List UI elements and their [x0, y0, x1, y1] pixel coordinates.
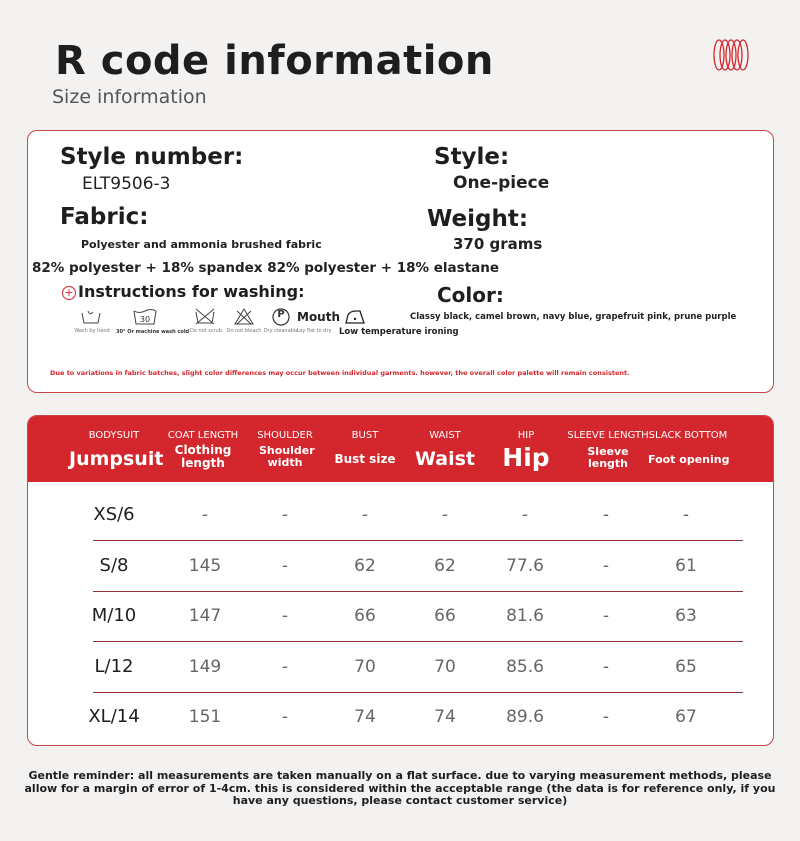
low-temp-iron-icon: [344, 309, 366, 325]
table-cell: 74: [354, 707, 376, 727]
table-cell: 147: [188, 606, 222, 626]
color-options: Classy black, camel brown, navy blue, grapefruit pink, prune purple: [410, 312, 737, 322]
table-cell: 145: [188, 555, 222, 576]
table-cell: 66: [434, 606, 456, 626]
product-info-card: [27, 130, 774, 393]
fabric-label: Fabric:: [60, 204, 149, 230]
color-label: Color:: [437, 283, 504, 307]
page-subtitle: Size information: [52, 86, 207, 108]
table-cell: -: [281, 555, 289, 576]
col-shoulder: SHOULDER Shoulder width: [257, 430, 315, 469]
table-cell: 89.6: [506, 707, 544, 727]
table-cell: -: [281, 707, 289, 727]
brand-rings-icon: [712, 38, 750, 72]
col-slack-bottom: SLACK BOTTOM Foot opening: [648, 430, 730, 466]
table-cell: -: [602, 505, 610, 525]
style-label: Style:: [434, 144, 510, 170]
size-table: [27, 415, 774, 746]
wash-30-caption: 30° Or machine wash cold: [116, 329, 190, 335]
col-coat-length: COAT LENGTH Clothing length: [167, 430, 239, 470]
table-row: [93, 541, 743, 592]
color-variation-note: Due to variations in fabric batches, slight color differences may occur between individual garments. however, the overall color palette will remain consistent.: [50, 369, 630, 377]
size-table-header: [28, 416, 773, 482]
table-cell: -: [602, 707, 610, 727]
table-cell: 81.6: [506, 606, 544, 626]
table-row: [93, 642, 743, 693]
table-row: [88, 692, 743, 742]
table-cell: 67: [675, 707, 697, 727]
hand-wash-caption: Wash by hand: [74, 328, 110, 334]
table-cell: 74: [434, 707, 456, 727]
col-sleeve-length: SLEEVE LENGTH Sleeve length: [567, 430, 649, 470]
table-cell: -: [281, 606, 289, 626]
low-temp-label: Low temperature ironing: [339, 327, 459, 337]
page-title: R code information: [55, 38, 494, 84]
wash-temp: 30: [139, 315, 151, 324]
table-cell: 66: [354, 606, 376, 626]
table-cell: -: [602, 656, 610, 677]
table-cell: -: [281, 505, 289, 525]
fabric-description: Polyester and ammonia brushed fabric: [81, 238, 322, 251]
table-cell: 65: [675, 656, 697, 677]
table-cell: -: [521, 505, 529, 525]
table-cell: -: [281, 656, 289, 677]
no-scrub-caption: Do not scrub: [189, 328, 223, 334]
table-cell: -: [361, 505, 369, 525]
weight-label: Weight:: [427, 206, 529, 232]
dry-clean-caption: Dry cleanable: [263, 328, 299, 334]
table-cell: 85.6: [506, 656, 544, 677]
plus-circle-icon: +: [62, 286, 76, 300]
table-cell: 63: [675, 606, 697, 626]
table-cell: 149: [188, 656, 222, 677]
style-value: One-piece: [453, 173, 550, 193]
size-label: XS/6: [93, 504, 135, 525]
fabric-composition: 82% polyester + 18% spandex 82% polyester + 18% elastane: [32, 260, 500, 276]
no-bleach-caption: Do not bleach: [226, 328, 262, 334]
lay-flat-caption: Lay flat to dry: [296, 328, 332, 334]
no-bleach-icon: [234, 308, 254, 325]
col-waist: WAIST Waist: [414, 430, 475, 470]
table-cell: 62: [354, 555, 376, 576]
col-bodysuit: BODYSUIT Jumpsuit: [69, 430, 164, 470]
table-cell: 70: [354, 656, 376, 677]
table-cell: 77.6: [506, 555, 544, 576]
table-cell: 62: [434, 555, 456, 576]
table-cell: 151: [188, 707, 222, 727]
table-cell: -: [602, 606, 610, 626]
table-row: [93, 591, 743, 642]
gentle-reminder: Gentle reminder: all measurements are taken manually on a flat surface. due to varying measurement methods, please allow for a margin of error of 1-4cm. this is considered within the acceptable range (the data is for reference only, if you have any questions, please contact customer service): [24, 769, 776, 807]
washing-label: Instructions for washing:: [78, 282, 305, 301]
no-scrub-icon: [194, 307, 216, 325]
table-cell: -: [682, 505, 690, 525]
table-cell: -: [441, 505, 449, 525]
size-label: S/8: [99, 554, 129, 576]
table-cell: 61: [675, 555, 697, 576]
size-label: M/10: [91, 605, 137, 626]
table-cell: 70: [434, 656, 456, 677]
dry-clean-letter: P: [277, 309, 285, 320]
mouth-label: Mouth: [297, 310, 341, 324]
style-number-label: Style number:: [60, 144, 244, 170]
table-cell: -: [201, 505, 209, 525]
size-label: L/12: [94, 655, 134, 677]
col-bust: BUST Bust size: [334, 430, 396, 466]
size-label: XL/14: [88, 706, 140, 727]
hand-wash-icon: [80, 307, 102, 325]
table-row: [93, 490, 743, 541]
col-hip: HIP Hip: [502, 430, 550, 472]
table-cell: -: [602, 555, 610, 576]
style-number-value: ELT9506-3: [82, 174, 171, 194]
weight-value: 370 grams: [453, 235, 543, 253]
